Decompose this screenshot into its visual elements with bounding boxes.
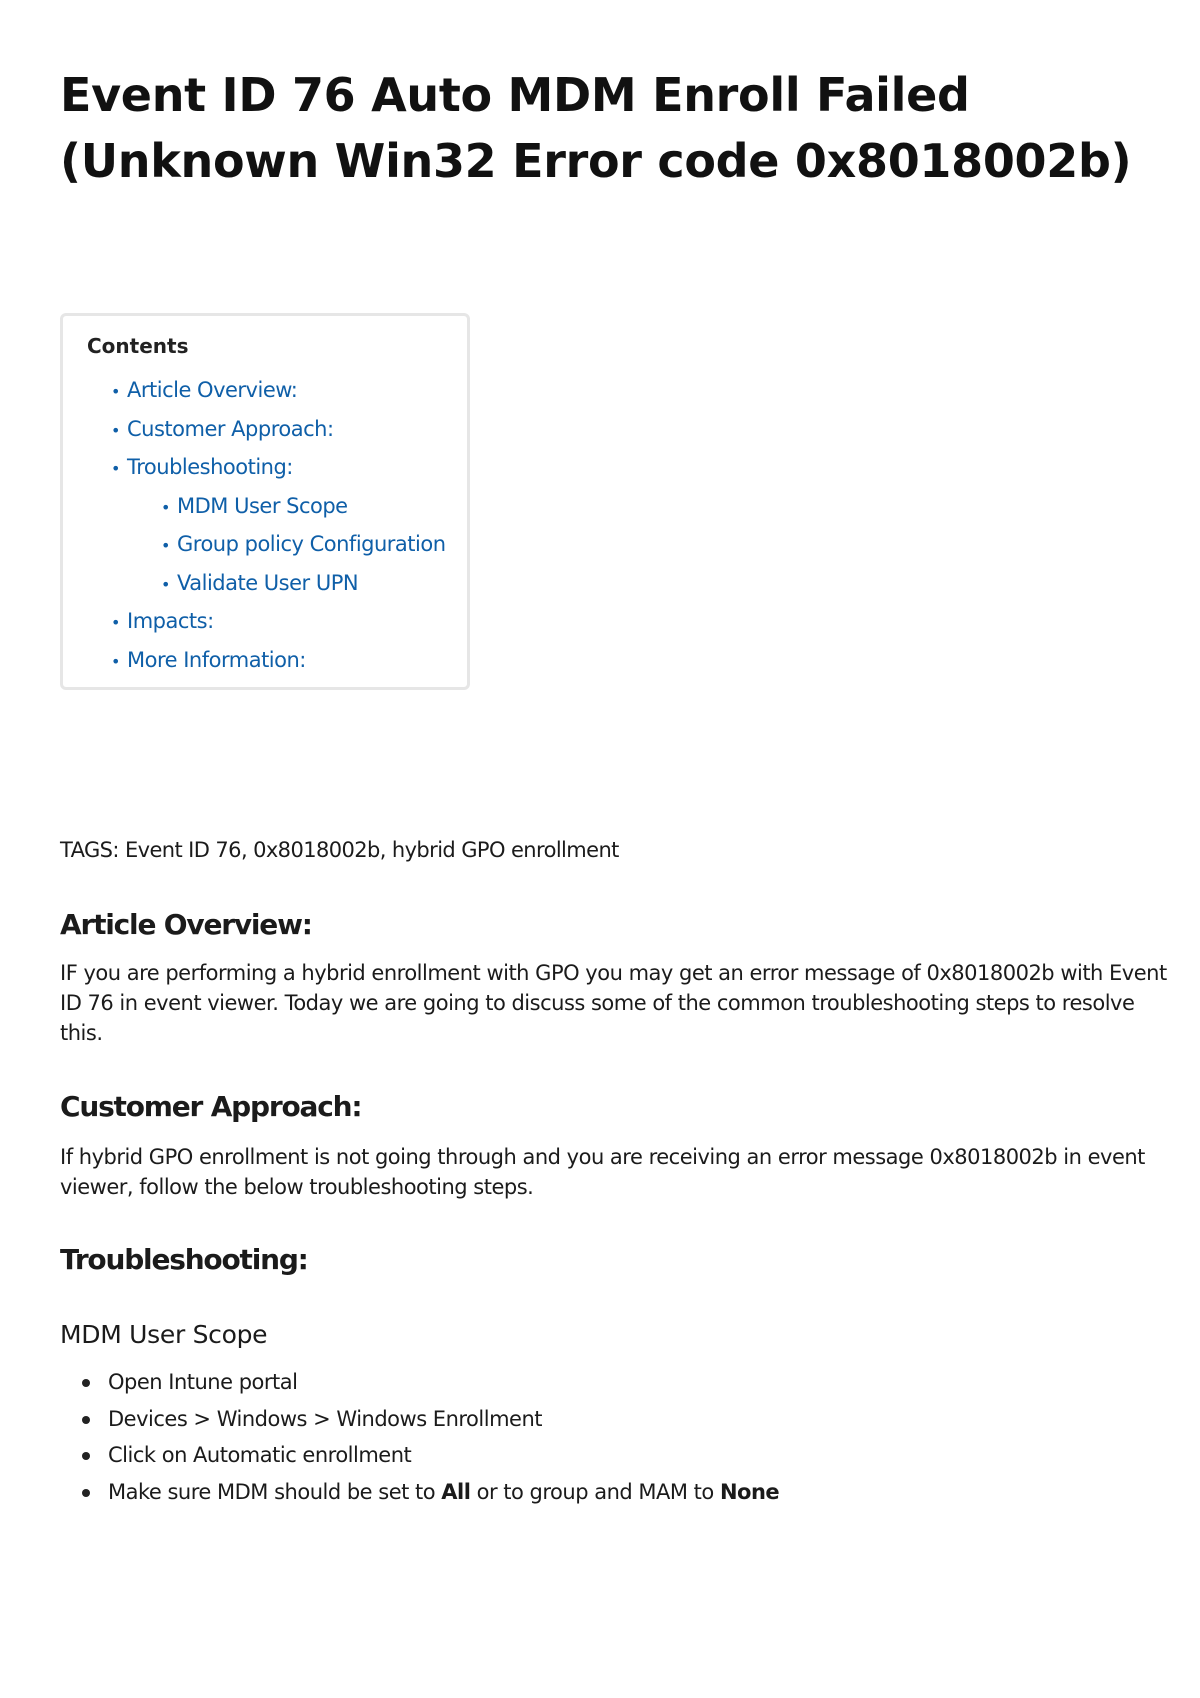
article-overview-text: IF you are performing a hybrid enrollment with GPO you may get an error message of 0x8018002b with Event ID 76 in event viewer. Today we are going to discuss some of the common troubleshooting steps to resolve this. xyxy=(60,961,1167,1045)
toc-item-impacts[interactable]: • Impacts: xyxy=(111,609,214,633)
customer-approach-text: If hybrid GPO enrollment is not going through and you are receiving an error message 0x8018002b in event viewer, follow the below troubleshooting steps. xyxy=(60,1145,1145,1199)
toc-heading: Contents xyxy=(87,334,189,358)
section-heading-customer-approach: Customer Approach: xyxy=(60,1090,362,1123)
subheading-mdm-user-scope: MDM User Scope xyxy=(60,1320,268,1349)
bullet-icon xyxy=(82,1379,90,1387)
list-item: Open Intune portal xyxy=(80,1364,779,1401)
toc-item-mdm-user-scope[interactable]: • MDM User Scope xyxy=(161,493,348,518)
list-item: Click on Automatic enrollment xyxy=(80,1437,779,1474)
toc-item-group-policy-configuration[interactable]: • Group policy Configuration xyxy=(161,532,446,556)
list-item: Make sure MDM should be set to All or to group and MAM to None xyxy=(80,1474,779,1511)
list-item: Devices > Windows > Windows Enrollment xyxy=(80,1401,779,1438)
toc-item-more-information[interactable]: • More Information: xyxy=(111,647,306,672)
table-of-contents xyxy=(60,313,470,690)
page-title: Event ID 76 Auto MDM Enroll Failed (Unknown Win32 Error code 0x8018002b) xyxy=(60,68,1132,188)
tags-line: TAGS: Event ID 76, 0x8018002b, hybrid GPO enrollment xyxy=(60,838,619,862)
toc-list xyxy=(111,372,446,680)
section-heading-article-overview: Article Overview: xyxy=(60,908,312,941)
section-heading-troubleshooting: Troubleshooting: xyxy=(60,1243,308,1276)
toc-item-troubleshooting[interactable]: • Troubleshooting: xyxy=(111,455,293,479)
bullet-icon xyxy=(82,1489,90,1497)
toc-item-validate-user-upn[interactable]: • Validate User UPN xyxy=(161,570,359,595)
toc-item-customer-approach[interactable]: • Customer Approach: xyxy=(111,416,334,441)
mdm-user-scope-steps xyxy=(80,1364,779,1510)
toc-item-article-overview[interactable]: • Article Overview: xyxy=(111,378,298,402)
bullet-icon xyxy=(82,1416,90,1424)
bullet-icon xyxy=(82,1452,90,1460)
